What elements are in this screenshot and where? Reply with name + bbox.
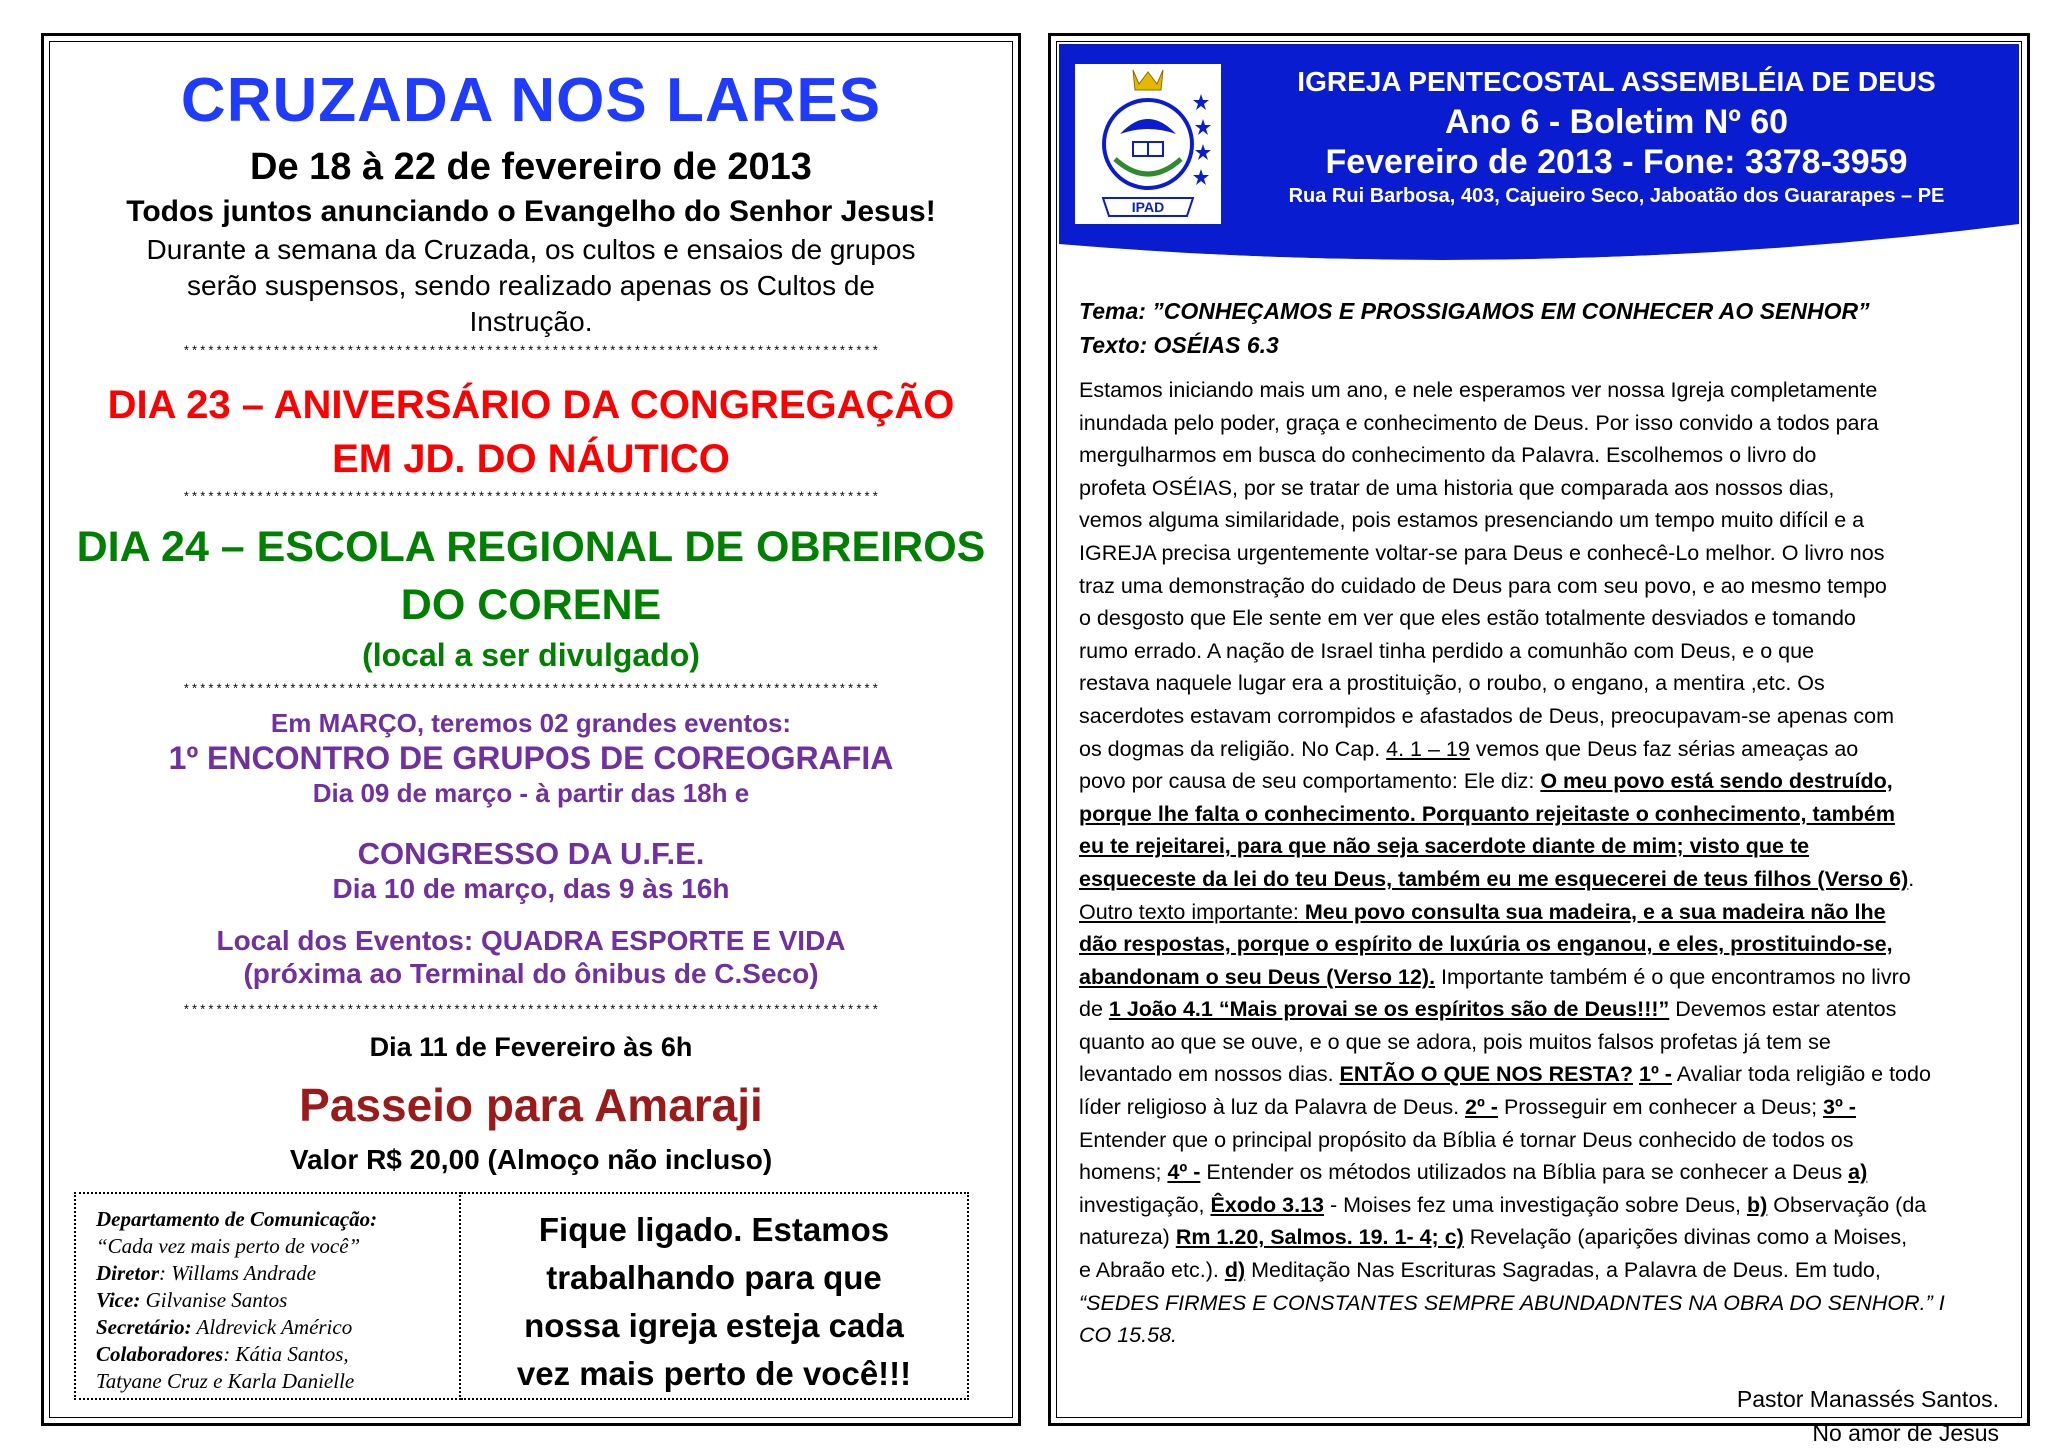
sermon-line: de 1 João 4.1 “Mais provai se os espíritos são de Deus!!!” Devemos estar atentos	[1079, 997, 1897, 1022]
sermon-line: povo por causa de seu comportamento: Ele diz: O meu povo está sendo destruído,	[1079, 769, 1893, 794]
sermon-line: o desgosto que Ele sente em ver que eles estão totalmente desviados e tomando	[1079, 606, 1856, 631]
secretary-name: Aldrevick Américo	[191, 1315, 353, 1339]
verse-quote: abandonam o seu Deus (Verso 12).	[1079, 964, 1436, 989]
cruzada-notice-line: serão suspensos, sendo realizado apenas os Cultos de	[187, 270, 875, 301]
sermon-line: IGREJA precisa urgentemente voltar-se para Deus e conhecê-Lo melhor. O livro nos	[1079, 540, 1885, 565]
collab-names: : Kátia Santos,	[223, 1342, 349, 1366]
sermon-line: restava naquele lugar era a prostituição, o roubo, o engano, a mentira ,etc. Os	[1079, 671, 1825, 696]
dia24-line: DO CORENE	[400, 581, 662, 629]
verse-quote: Meu povo consulta sua madeira, e a sua madeira não lhe	[1298, 899, 1886, 924]
director-label: Diretor	[96, 1261, 159, 1285]
passeio-title: Passeio para Amaraji	[299, 1079, 763, 1131]
vice-name: Gilvanise Santos	[140, 1288, 288, 1312]
sermon-line	[1079, 830, 1999, 863]
cruzada-notice-line: Durante a semana da Cruzada, os cultos e ensaios de grupos	[146, 234, 916, 265]
department-box	[74, 1192, 461, 1400]
logo-text: IPAD	[1131, 199, 1165, 215]
marco-event2-date: Dia 10 de março, das 9 às 16h	[332, 873, 730, 904]
sermon-line: sacerdotes estavam corrompidos e afastados de Deus, preocupavam-se apenas com	[1079, 703, 1895, 728]
department-vice	[96, 1287, 459, 1314]
separator: *************************************************************************************	[182, 344, 880, 358]
church-logo	[1073, 62, 1223, 226]
sermon-line: investigação, Êxodo 3.13 - Moises fez uma investigação sobre Deus, b) Observação (da	[1079, 1192, 1927, 1217]
sermon-theme	[1079, 294, 1870, 362]
verse-quote: eu te rejeitarei, para que não seja sacerdote diante de mim; visto que te	[1079, 834, 1810, 859]
vice-label: Vice:	[96, 1288, 141, 1312]
separator: *************************************************************************************	[182, 490, 880, 504]
sermon-line: vemos alguma similaridade, pois estamos presenciando um tempo muito difícil e a	[1079, 508, 1865, 533]
dia24-line: DIA 24 – ESCOLA REGIONAL DE OBREIROS	[76, 523, 986, 571]
church-address: Rua Rui Barbosa, 403, Cajueiro Seco, Jaboatão dos Guararapes – PE	[1288, 185, 1945, 207]
sermon-line: e Abraão etc.). d) Meditação Nas Escrituras Sagradas, a Palavra de Deus. Em tudo,	[1079, 1258, 1881, 1283]
dia23-announcement	[50, 378, 1012, 486]
cruzada-notice-line: Instrução.	[469, 306, 593, 337]
bulletin-header	[1059, 44, 2019, 254]
verse-quote: dão respostas, porque o espírito de luxúria os enganou, e eles, prostituindo-se,	[1079, 932, 1893, 957]
cruzada-title: CRUZADA NOS LARES	[180, 66, 882, 135]
tema-line: Tema: ”CONHEÇAMOS E PROSSIGAMOS EM CONHECER AO SENHOR”	[1079, 298, 1870, 324]
church-name: IGREJA PENTECOSTAL ASSEMBLÉIA DE DEUS	[1297, 66, 1936, 97]
signature-closing: No amor de Jesus	[1812, 1420, 1999, 1446]
sermon-line: quanto ao que se ouve, e o que se adora, pois muitos falsos profetas já tem se	[1079, 1029, 1831, 1054]
fique-ligado-box	[461, 1192, 969, 1400]
collab-label: Colaboradores	[96, 1342, 224, 1366]
sermon-line: natureza) Rm 1.20, Salmos. 19. 1- 4; c) Revelação (aparições divinas como a Moises,	[1079, 1225, 1908, 1250]
dia24-local: (local a ser divulgado)	[362, 637, 700, 673]
dia23-line: DIA 23 – ANIVERSÁRIO DA CONGREGAÇÃO	[107, 383, 955, 427]
left-panel	[41, 33, 1021, 1426]
cruzada-slogan: Todos juntos anunciando o Evangelho do Senhor Jesus!	[126, 195, 936, 228]
texto-line: Texto: OSÉIAS 6.3	[1079, 332, 1279, 358]
separator: *************************************************************************************	[182, 682, 880, 696]
marco-intro: Em MARÇO, teremos 02 grandes eventos:	[270, 708, 792, 738]
signature-name: Pastor Manassés Santos.	[1736, 1386, 1999, 1412]
department-motto: “Cada vez mais perto de você”	[96, 1234, 361, 1258]
marco-local-line: Local dos Eventos: QUADRA ESPORTE E VIDA	[216, 925, 846, 956]
sermon-line: Outro texto importante: Meu povo consulta sua madeira, e a sua madeira não lhe	[1079, 899, 1886, 924]
sermon-line: levantado em nossos dias. ENTÃO O QUE NOS RESTA? 1º - Avaliar toda religião e todo	[1079, 1062, 1931, 1087]
sermon-line: os dogmas da religião. No Cap. 4. 1 – 19 vemos que Deus faz sérias ameaças ao	[1079, 736, 1859, 761]
department-director	[96, 1260, 459, 1287]
separator: *************************************************************************************	[182, 1003, 880, 1017]
marco-event2: CONGRESSO DA U.F.E.	[357, 836, 705, 871]
cruzada-notice	[50, 232, 1012, 340]
verse-quote: 1 João 4.1 “Mais provai se os espíritos são de Deus!!!”	[1108, 997, 1670, 1022]
bulletin-edition: Ano 6 - Boletim Nº 60	[1444, 103, 1789, 141]
verse-quote: porque lhe falta o conhecimento. Porquanto rejeitaste o conhecimento, também	[1079, 801, 1895, 826]
department-collaborators	[96, 1341, 459, 1368]
cruzada-dates: De 18 à 22 de fevereiro de 2013	[250, 146, 812, 188]
sermon-line: esqueceste da lei do teu Deus, também eu me esquecerei de teus filhos (Verso 6).	[1079, 866, 1915, 891]
sermon-line: Entender que o principal propósito da Bíblia é tornar Deus conhecido de todos os	[1079, 1127, 1854, 1152]
right-panel	[1048, 33, 2030, 1446]
dia24-announcement	[50, 518, 1012, 634]
verse-quote: O meu povo está sendo destruído,	[1540, 769, 1893, 794]
fique-line: vez mais perto de você!!!	[516, 1355, 912, 1392]
marco-local-line: (próxima ao Terminal do ônibus de C.Seco)	[243, 958, 819, 989]
bulletin-date-phone: Fevereiro de 2013 - Fone: 3378-3959	[1325, 143, 1908, 181]
signature	[1737, 1382, 1999, 1450]
sermon-line: traz uma demonstração do cuidado de Deus para com seu povo, e ao mesmo tempo	[1079, 573, 1887, 598]
ipad-emblem-icon	[1075, 64, 1221, 224]
fique-line: Fique ligado. Estamos	[538, 1211, 890, 1248]
sermon-line: inundada pelo poder, graça e conhecimento de Deus. Por isso convido a todos para	[1079, 410, 1879, 435]
verse-ref: 4. 1 – 19	[1386, 736, 1470, 761]
sermon-line: CO 15.58.	[1079, 1323, 1177, 1348]
marco-event1: 1º ENCONTRO DE GRUPOS DE COREOGRAFIA	[168, 740, 894, 776]
department-title: Departamento de Comunicação:	[96, 1207, 378, 1231]
director-name: : Willams Andrade	[159, 1261, 317, 1285]
sermon-line: profeta OSÉIAS, por se tratar de uma historia que comparada aos nossos dias,	[1079, 475, 1835, 500]
secretary-label: Secretário:	[96, 1315, 192, 1339]
passeio-date: Dia 11 de Fevereiro às 6h	[369, 1032, 693, 1062]
marco-local	[50, 924, 1012, 990]
sermon-line: mergulharmos em busca do conhecimento da Palavra. Escolhemos o livro do	[1079, 443, 1817, 468]
sermon-body	[1079, 374, 1999, 1352]
verse-quote: esqueceste da lei do teu Deus, também eu me esquecerei de teus filhos (Verso 6)	[1079, 866, 1909, 891]
sermon-line: líder religioso à luz da Palavra de Deus. 2º - Prosseguir em conhecer a Deus; 3º -	[1079, 1095, 1856, 1120]
sermon-line	[1079, 928, 1999, 961]
fique-line: trabalhando para que	[546, 1259, 882, 1296]
sermon-line: Estamos iniciando mais um ano, e nele esperamos ver nossa Igreja completamente	[1079, 378, 1878, 402]
sermon-line: rumo errado. A nação de Israel tinha perdido a comunhão com Deus, e o que	[1079, 638, 1815, 663]
sermon-line	[1079, 798, 1999, 831]
sermon-line: “SEDES FIRMES E CONSTANTES SEMPRE ABUNDADNTES NA OBRA DO SENHOR.” I	[1079, 1290, 1945, 1315]
department-collaborators-2: Tatyane Cruz e Karla Danielle	[96, 1369, 355, 1393]
sermon-line: homens; 4º - Entender os métodos utilizados na Bíblia para se conhecer a Deus a)	[1079, 1160, 1868, 1185]
dia23-line: EM JD. DO NÁUTICO	[332, 437, 730, 481]
department-secretary	[96, 1314, 459, 1341]
sermon-line: abandonam o seu Deus (Verso 12). Importante também é o que encontramos no livro	[1079, 964, 1911, 989]
right-panel-inner-border	[1056, 41, 2022, 1446]
left-panel-inner-border	[49, 41, 1013, 1418]
fique-line: nossa igreja esteja cada	[524, 1307, 904, 1344]
passeio-price: Valor R$ 20,00 (Almoço não incluso)	[289, 1144, 773, 1175]
marco-event1-date: Dia 09 de março - à partir das 18h e	[312, 778, 750, 808]
